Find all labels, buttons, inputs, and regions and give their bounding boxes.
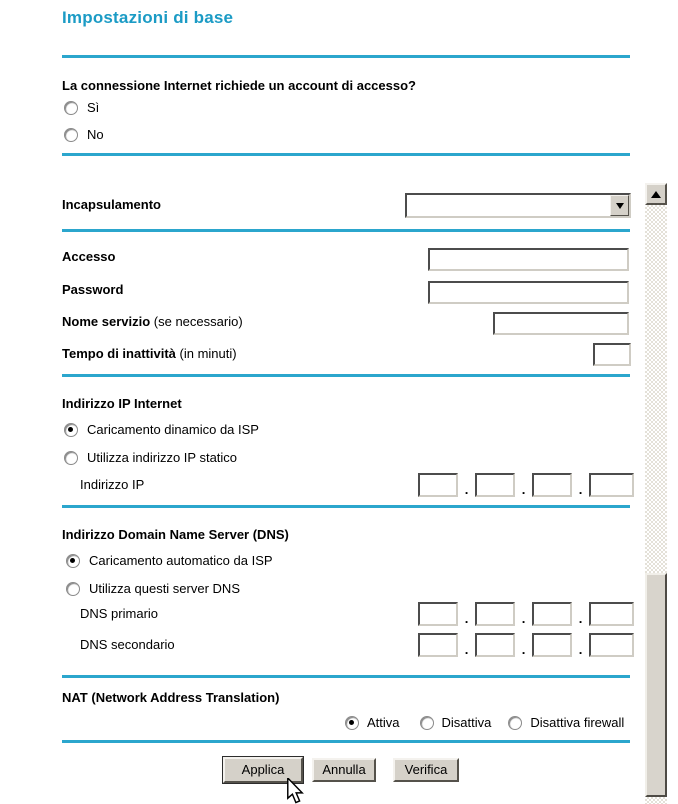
radio-option-no[interactable] (64, 127, 104, 142)
dns-secondary-octet-1[interactable] (418, 633, 458, 657)
cursor-arrow-icon (286, 778, 304, 804)
dns-primary-octet-2[interactable] (475, 602, 515, 626)
password-label: Password (62, 282, 124, 297)
ip-address-label: Indirizzo IP (80, 477, 145, 492)
radio-dns-manual-label: Utilizza questi server DNS (89, 581, 240, 596)
dns-primary-octet-4[interactable] (589, 602, 634, 626)
chevron-down-icon (616, 203, 624, 209)
encapsulation-select[interactable] (405, 193, 631, 218)
ip-octet-1[interactable] (418, 473, 458, 497)
divider (62, 374, 630, 377)
divider (62, 55, 630, 58)
octet-separator: . (578, 482, 583, 497)
radio-dns-auto[interactable] (66, 553, 273, 568)
dropdown-button[interactable] (610, 195, 629, 216)
octet-separator: . (464, 642, 469, 657)
radio-si-label: Sì (87, 100, 100, 115)
ip-octet-3[interactable] (532, 473, 572, 497)
radio-no-label: No (87, 127, 104, 142)
dns-secondary-octet-2[interactable] (475, 633, 515, 657)
octet-separator: . (578, 611, 583, 626)
service-name-label: Nome servizio (se necessario) (62, 314, 243, 329)
vertical-scrollbar[interactable] (645, 183, 667, 804)
divider (62, 505, 630, 508)
radio-nat-disattiva-label[interactable]: Disattiva (441, 715, 492, 730)
dns-secondary-octets (418, 633, 634, 657)
account-question-label: La connessione Internet richiede un account di accesso? (62, 78, 416, 93)
radio-dns-manual-icon[interactable] (66, 582, 80, 596)
octet-separator: . (464, 482, 469, 497)
radio-dns-auto-icon[interactable] (66, 554, 80, 568)
login-input[interactable] (428, 248, 629, 271)
apply-button[interactable]: Applica (223, 757, 303, 783)
encapsulation-label: Incapsulamento (62, 197, 161, 212)
radio-ip-static-icon[interactable] (64, 451, 78, 465)
divider (62, 740, 630, 743)
radio-dns-manual[interactable] (66, 581, 240, 596)
dns-secondary-octet-3[interactable] (532, 633, 572, 657)
nat-heading: NAT (Network Address Translation) (62, 690, 280, 705)
radio-ip-dynamic-icon[interactable] (64, 423, 78, 437)
radio-ip-static[interactable] (64, 450, 237, 465)
nat-options (345, 715, 624, 730)
radio-ip-static-label: Utilizza indirizzo IP statico (87, 450, 238, 465)
ip-address-octets (418, 473, 634, 497)
password-input[interactable] (428, 281, 629, 304)
radio-nat-firewall-label[interactable]: Disattiva firewall (530, 715, 625, 730)
dns-primary-octet-3[interactable] (532, 602, 572, 626)
radio-nat-attiva-label[interactable]: Attiva (367, 715, 400, 730)
radio-no-icon[interactable] (64, 128, 78, 142)
octet-separator: . (521, 611, 526, 626)
idle-time-label: Tempo di inattività (in minuti) (62, 346, 237, 361)
test-button[interactable]: Verifica (393, 758, 459, 782)
dns-primary-octet-1[interactable] (418, 602, 458, 626)
dns-secondary-label: DNS secondario (80, 637, 175, 652)
radio-nat-disattiva-icon[interactable] (420, 716, 434, 730)
radio-ip-dynamic-label: Caricamento dinamico da ISP (87, 422, 259, 437)
scrollbar-up-button[interactable] (645, 183, 667, 205)
dns-primary-label: DNS primario (80, 606, 159, 621)
scrollbar-thumb[interactable] (645, 573, 667, 797)
octet-separator: . (464, 611, 469, 626)
dns-primary-octets (418, 602, 634, 626)
radio-si-icon[interactable] (64, 101, 78, 115)
radio-ip-dynamic[interactable] (64, 422, 259, 437)
ip-octet-2[interactable] (475, 473, 515, 497)
ip-octet-4[interactable] (589, 473, 634, 497)
login-label: Accesso (62, 249, 116, 264)
page-title: Impostazioni di base (62, 8, 234, 27)
internet-ip-heading: Indirizzo IP Internet (62, 396, 182, 411)
triangle-up-icon (651, 191, 661, 198)
dns-heading: Indirizzo Domain Name Server (DNS) (62, 527, 289, 542)
radio-option-si[interactable] (64, 100, 99, 115)
service-name-input[interactable] (493, 312, 629, 335)
radio-dns-auto-label: Caricamento automatico da ISP (89, 553, 273, 568)
dns-secondary-octet-4[interactable] (589, 633, 634, 657)
divider (62, 675, 630, 678)
radio-nat-attiva-icon[interactable] (345, 716, 359, 730)
cancel-button[interactable]: Annulla (312, 758, 376, 782)
octet-separator: . (578, 642, 583, 657)
radio-nat-firewall-icon[interactable] (508, 716, 522, 730)
idle-time-input[interactable] (593, 343, 631, 366)
divider (62, 153, 630, 156)
octet-separator: . (521, 482, 526, 497)
divider (62, 229, 630, 232)
octet-separator: . (521, 642, 526, 657)
